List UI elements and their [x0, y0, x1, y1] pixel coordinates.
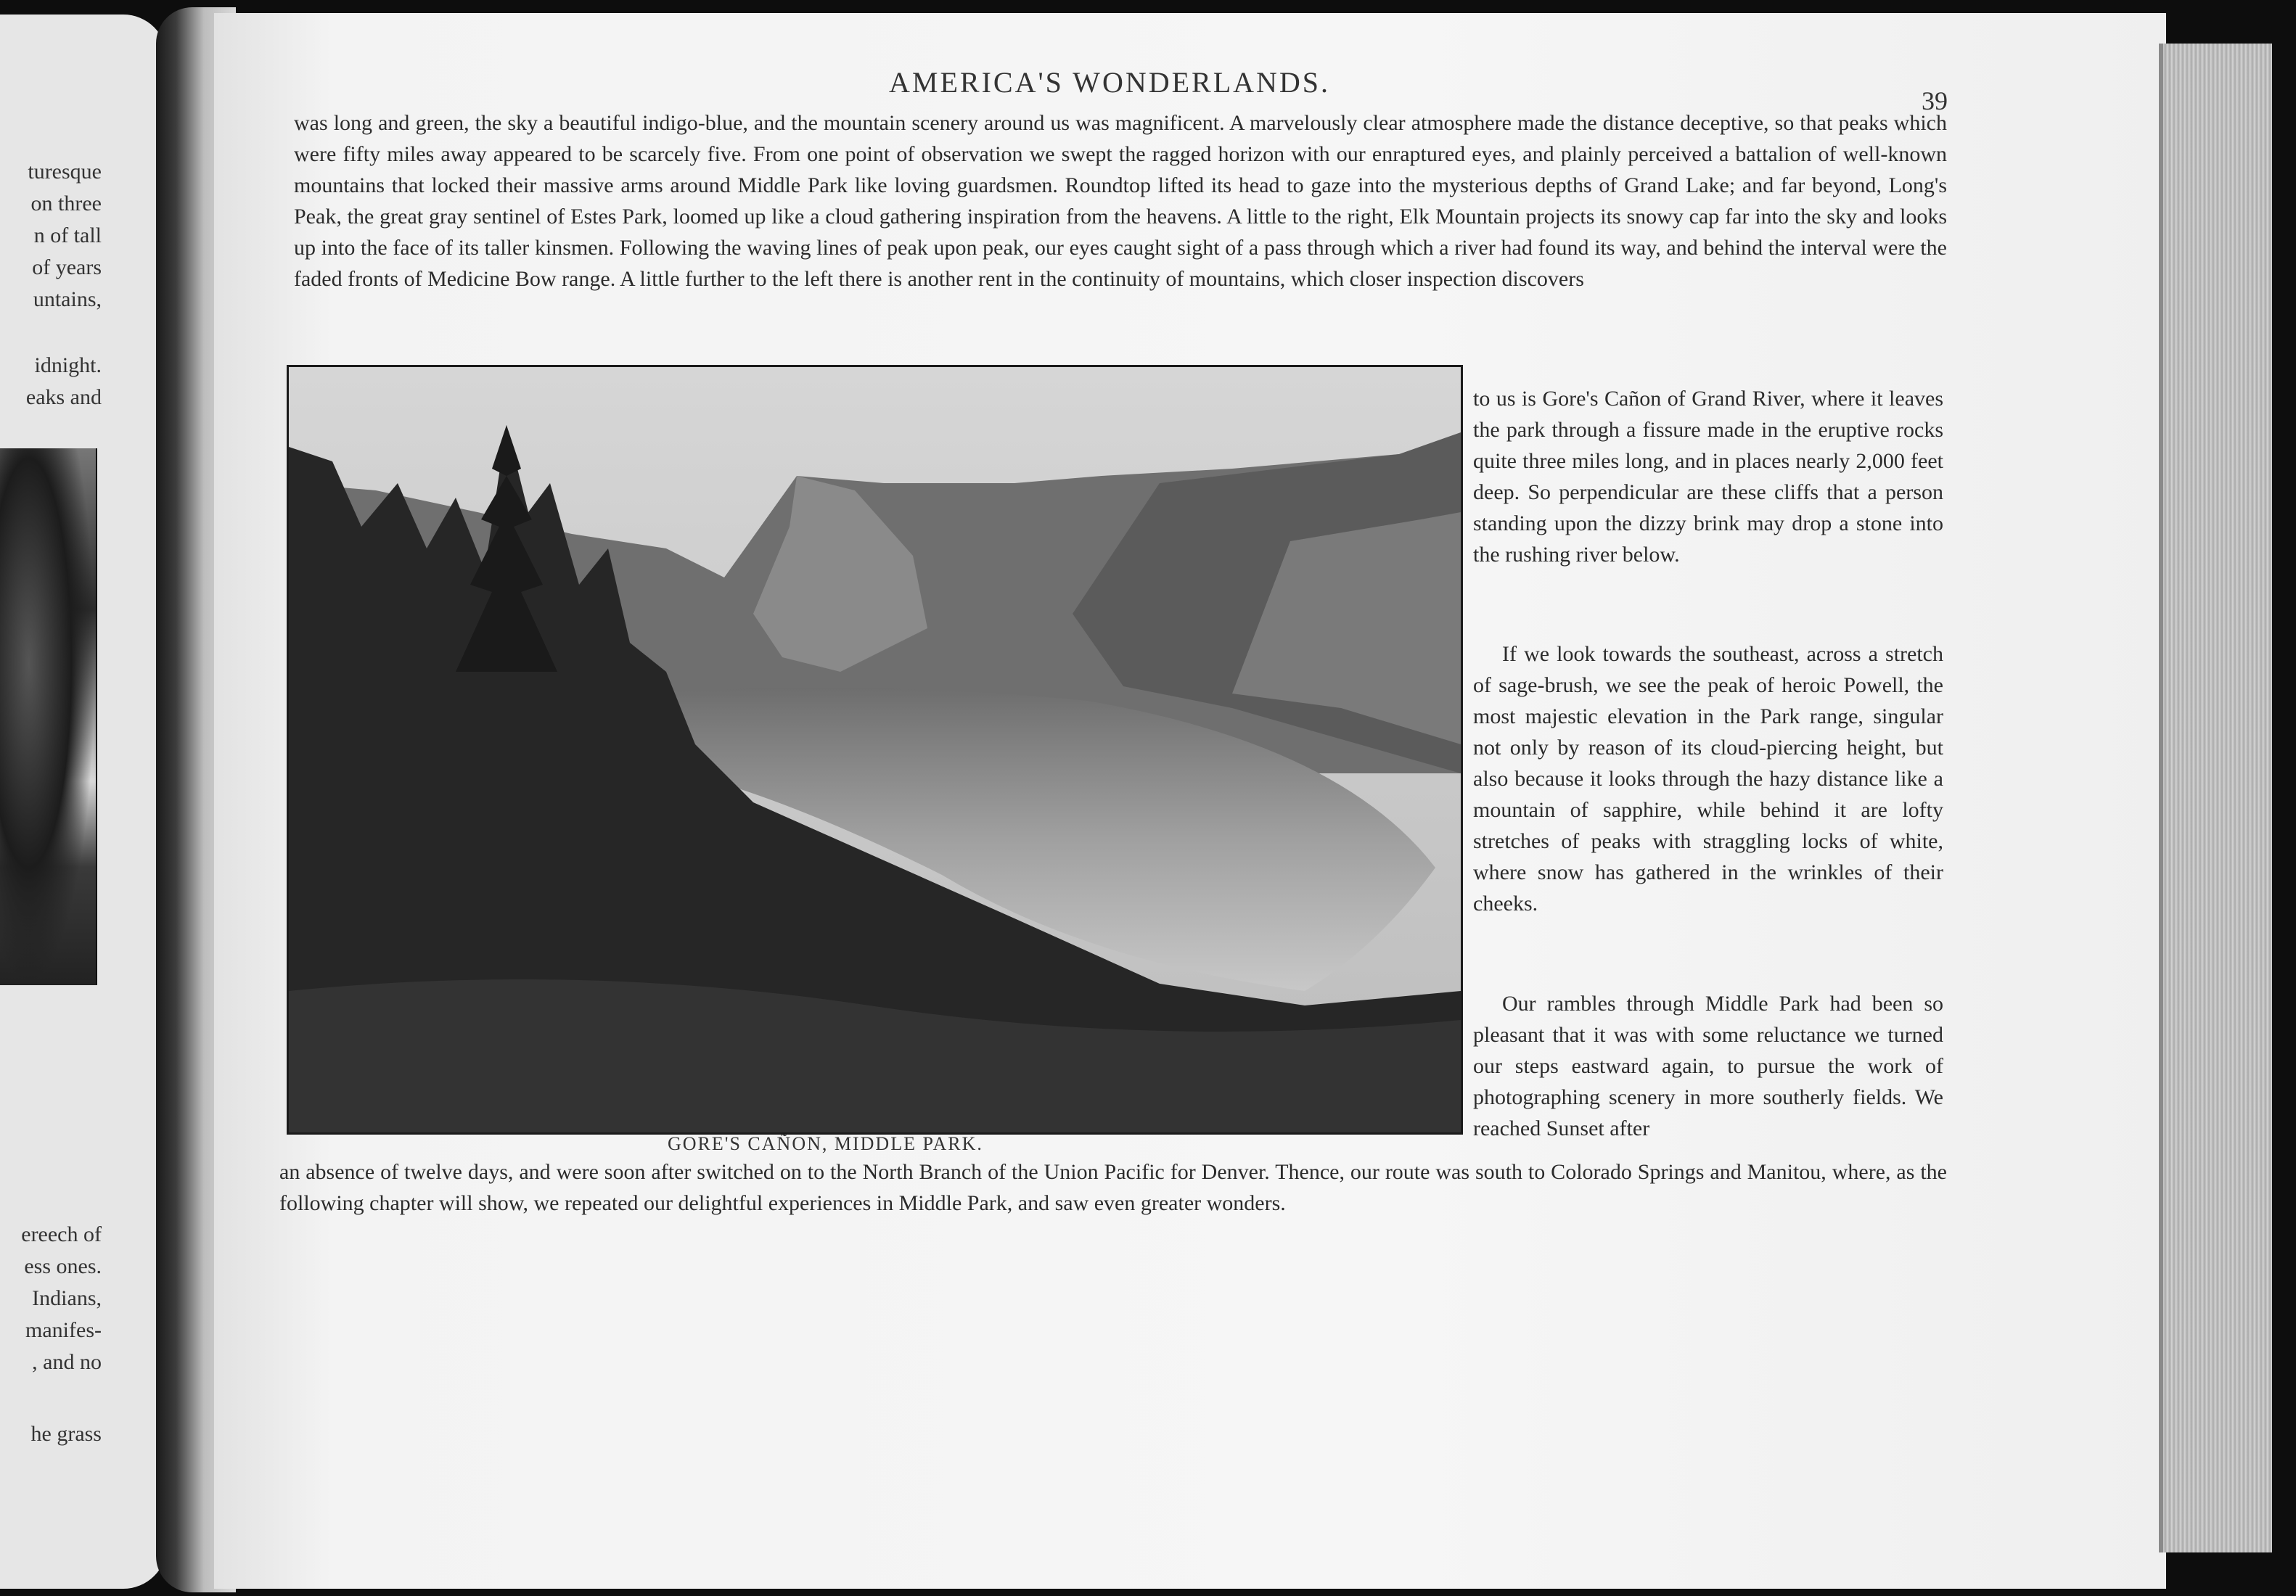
- photograph-gores-canon: [287, 365, 1463, 1135]
- running-header: AMERICA'S WONDERLANDS.: [889, 66, 1331, 99]
- previous-page-line: Indians,: [32, 1286, 102, 1310]
- previous-page-line: eaks and: [25, 385, 102, 409]
- previous-page-text-bottom: [0, 1219, 102, 1378]
- previous-page-photo: [0, 448, 97, 985]
- previous-page-line: of years: [32, 255, 102, 279]
- previous-page-text-top: [0, 156, 102, 316]
- previous-page-line: , and no: [32, 1350, 102, 1374]
- page-edge-stack: [2159, 44, 2272, 1552]
- previous-page-line: untains,: [33, 287, 102, 311]
- previous-page-line: on three: [30, 192, 102, 215]
- photo-caption: GORE'S CAÑON, MIDDLE PARK.: [668, 1133, 983, 1154]
- paragraph-top: was long and green, the sky a beautiful indigo-blue, and the mountain scenery around us was magnificent. A marvelously clear atmosphere made the distance deceptive, so that peaks which were fifty miles away appeared to be scarcely five. From one point of observation we swept the ragged horizon with our enraptured eyes, and plainly perceived a battalion of well-known mountains that locked their massive arms around Middle Park like loving guardsmen. Roundtop lifted its head to gaze into the mysterious depths of Grand Lake; and far beyond, Long's Peak, the great gray sentinel of Estes Park, loomed up like a cloud gathering inspiration from the heavens. A little to the right, Elk Mountain projects its snowy cap far into the sky and looks up into the face of its taller kinsmen. Following the waving lines of peak upon peak, our eyes caught sight of a pass through which a river had found its way, and behind the interval were the faded fronts of Medicine Bow range. A little further to the left there is another rent in the continuity of mountains, which closer inspection discovers: [294, 111, 1947, 291]
- previous-page-line: manifes-: [25, 1318, 102, 1342]
- previous-page-text-mid: [0, 350, 102, 414]
- paragraph-right-1: to us is Gore's Cañon of Grand River, where it leaves the park through a fissure made in the eruptive rocks quite three miles long, and in places nearly 2,000 feet deep. So perpendicular are these cliffs that a person standing upon the dizzy brink may drop a stone into the rushing river below.: [1473, 387, 1943, 567]
- paragraph-right-3: Our rambles through Middle Park had been so pleasant that it was with some reluctance we turned our steps eastward again, to pursue the work of photographing scenery in more southerly fields. We reached Sunset after: [1473, 992, 1943, 1140]
- previous-page-line: ess ones.: [24, 1254, 102, 1278]
- previous-page-line: turesque: [28, 160, 102, 184]
- page-number: 39: [1922, 86, 1948, 115]
- paragraph-bottom: an absence of twelve days, and were soon after switched on to the North Branch of the Union Pacific for Denver. Thence, our route was south to Colorado Springs and Manitou, where, as the following chapter will show, we repeated our delightful experiences in Middle Park, and saw even greater wonders.: [279, 1160, 1947, 1215]
- previous-page: [0, 15, 167, 1589]
- previous-page-line: ereech of: [21, 1222, 102, 1246]
- previous-page-line: n of tall: [33, 223, 102, 247]
- previous-page-line: idnight.: [34, 353, 102, 377]
- previous-page-line: he grass: [30, 1422, 102, 1446]
- paragraph-right-2: If we look towards the southeast, across a stretch of sage-brush, we see the peak of heroic Powell, the most majestic elevation in the Park range, singular not only by reason of its cloud-piercing height, but also because it looks through the hazy distance like a mountain of sapphire, while behind it are lofty stretches of peaks with straggling locks of white, where snow has gathered in the wrinkles of their cheeks.: [1473, 642, 1943, 916]
- landscape-illustration: [289, 367, 1461, 1132]
